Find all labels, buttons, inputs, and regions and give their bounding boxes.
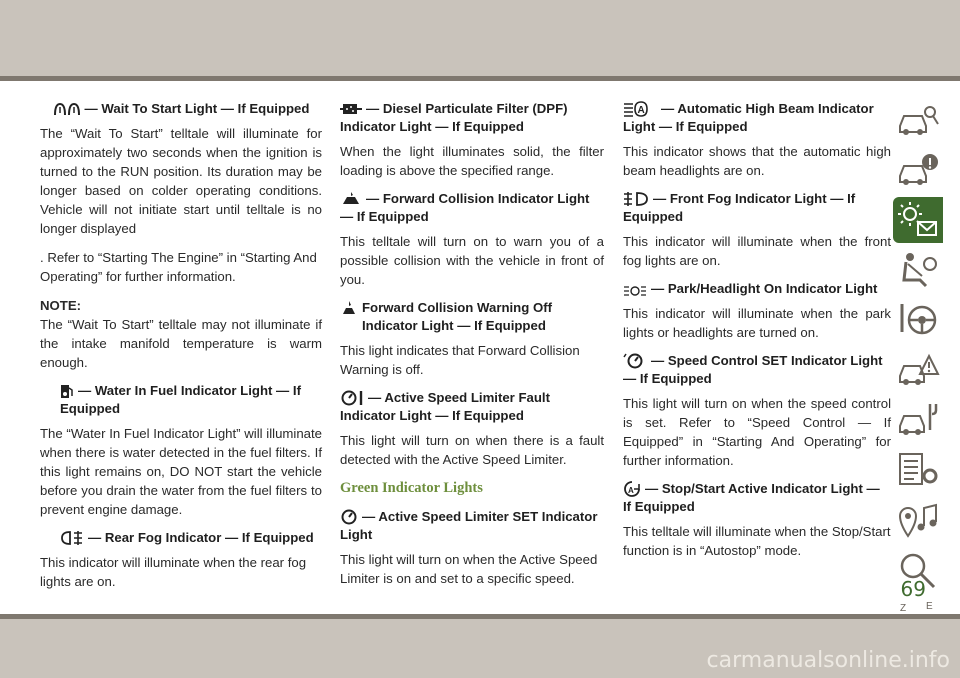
forward-collision-indicator-body: This telltale will turn on to warn you of a possible collision with the vehicle in front of you. bbox=[340, 234, 604, 287]
svg-text:A: A bbox=[637, 105, 645, 116]
tab-hazard[interactable] bbox=[893, 347, 943, 393]
heading-text: Forward Collision Warning Off Indicator Light — If Equipped bbox=[362, 300, 552, 333]
dpf-filter-icon bbox=[340, 101, 362, 117]
auto-high-beam-icon bbox=[623, 101, 657, 117]
tab-seat-airbag[interactable] bbox=[893, 247, 943, 293]
speed-control-set-heading bbox=[623, 352, 891, 388]
tab-warning-lights[interactable] bbox=[893, 197, 943, 243]
front-fog-body: This indicator will illuminate when the front fog lights are on. bbox=[623, 234, 891, 268]
glow-plug-icon bbox=[53, 101, 81, 117]
index-letter: Z bbox=[900, 603, 907, 614]
heading-text: — Forward Collision Indicator Light — If Equipped bbox=[340, 191, 590, 224]
auto-high-beam-body: This indicator shows that the automatic high beam headlights are on. bbox=[623, 144, 891, 178]
heading-text: — Water In Fuel Indicator Light — If Equipped bbox=[60, 383, 301, 416]
heading-text: — Stop/Start Active Indicator Light — If Equipped bbox=[623, 481, 880, 514]
tab-steering-wheel[interactable] bbox=[893, 297, 943, 343]
front-fog-icon bbox=[623, 191, 649, 207]
speed-control-set-body: This light will turn on when the speed control is set. Refer to “Speed Control — If Equipped” in “Starting And Operating” for further information. bbox=[623, 396, 891, 468]
front-fog-heading bbox=[623, 190, 891, 226]
steering-wheel-icon bbox=[896, 300, 940, 340]
stop-start-icon bbox=[623, 481, 641, 497]
heading-text: — Rear Fog Indicator — If Equipped bbox=[88, 530, 314, 545]
water-in-fuel-heading bbox=[40, 382, 322, 418]
forward-collision-indicator-heading bbox=[340, 190, 604, 226]
speed-limiter-fault-icon bbox=[340, 390, 364, 406]
forward-collision-icon bbox=[340, 191, 362, 207]
rear-fog-body: This indicator will illuminate when the rear fog lights are on. bbox=[40, 555, 307, 589]
car-key-icon bbox=[896, 100, 940, 140]
stop-start-active-body: This telltale will illuminate when the Stop/Start function is in “Autostop” mode. bbox=[623, 524, 891, 558]
auto-high-beam-heading bbox=[623, 100, 891, 136]
heading-text: — Park/Headlight On Indicator Light bbox=[651, 281, 878, 296]
header-rule bbox=[0, 76, 960, 81]
dpf-body: When the light illuminates solid, the filter loading is above the specified range. bbox=[340, 144, 604, 178]
rear-fog-heading bbox=[40, 529, 322, 547]
wait-to-start-heading bbox=[40, 100, 322, 118]
heading-text: — Speed Control SET Indicator Light — If Equipped bbox=[623, 353, 883, 386]
wait-to-start-body: The “Wait To Start” telltale will illuminate for approximately two seconds when the ignition is turned to the RUN position. Its duration may be longer based on colder operating conditions. Vehicle will not initiate start until telltale is no longer displayed bbox=[40, 126, 322, 236]
asl-set-body: This light will turn on when the Active Speed Limiter is on and set to a specific speed. bbox=[340, 552, 598, 586]
column-middle bbox=[340, 100, 604, 598]
wait-to-start-refer: . Refer to “Starting The Engine” in “Starting And Operating” for further information. bbox=[40, 250, 317, 284]
car-tools-icon bbox=[896, 400, 940, 440]
car-info-icon bbox=[896, 150, 940, 190]
tab-music-location[interactable] bbox=[893, 497, 943, 543]
index-letter: E bbox=[926, 601, 933, 612]
header-band bbox=[0, 0, 960, 76]
note-label: NOTE: bbox=[40, 298, 82, 313]
fuel-pump-water-icon bbox=[60, 383, 74, 399]
column-right bbox=[623, 100, 891, 570]
stop-start-active-heading bbox=[623, 480, 891, 516]
heading-text: — Front Fog Indicator Light — If Equipped bbox=[623, 191, 856, 224]
heading-text: — Wait To Start Light — If Equipped bbox=[84, 101, 310, 116]
column-left bbox=[40, 100, 322, 601]
heading-text: — Active Speed Limiter Fault Indicator Light — If Equipped bbox=[340, 390, 550, 423]
green-indicator-section-title: Green Indicator Lights bbox=[340, 480, 483, 496]
speed-limiter-set-icon bbox=[340, 509, 358, 525]
tab-car-info[interactable] bbox=[893, 147, 943, 193]
dpf-heading bbox=[340, 100, 604, 136]
park-headlight-body: This indicator will illuminate when the park lights or headlights are turned on. bbox=[623, 306, 891, 340]
music-location-icon bbox=[896, 500, 940, 540]
note-body: The “Wait To Start” telltale may not illuminate if the intake manifold temperature is warm enough. bbox=[40, 317, 322, 370]
forward-collision-off-icon bbox=[340, 300, 358, 316]
forward-collision-warning-off-heading bbox=[340, 299, 604, 335]
water-in-fuel-body: The “Water In Fuel Indicator Light” will illuminate when there is water detected in the fuel filters. If this light remains on, DO NOT start the vehicle before you drain the water from the fuel filters to prevent engine damage. bbox=[40, 426, 322, 517]
forward-collision-warning-off-body: This light indicates that Forward Collision Warning is off. bbox=[340, 343, 580, 377]
watermark-text: carmanualsonline.info bbox=[706, 648, 950, 673]
tab-car-key[interactable] bbox=[893, 97, 943, 143]
page-number: 69 bbox=[900, 577, 926, 601]
svg-text:A: A bbox=[628, 486, 634, 495]
chapter-tabs bbox=[893, 97, 945, 647]
tab-checklist[interactable] bbox=[893, 447, 943, 493]
heading-text: — Automatic High Beam Indicator Light — If Equipped bbox=[623, 101, 874, 134]
asl-fault-body: This light will turn on when there is a fault detected with the Active Speed Limiter. bbox=[340, 433, 604, 467]
heading-text: — Diesel Particulate Filter (DPF) Indicator Light — If Equipped bbox=[340, 101, 568, 134]
checklist-gear-icon bbox=[896, 450, 940, 490]
asl-set-heading bbox=[340, 508, 604, 544]
rear-fog-icon bbox=[60, 530, 84, 546]
speedometer-set-icon bbox=[623, 353, 647, 369]
park-light-icon bbox=[623, 285, 647, 297]
tab-car-tools[interactable] bbox=[893, 397, 943, 443]
asl-fault-heading bbox=[340, 389, 604, 425]
seat-airbag-icon bbox=[896, 250, 940, 290]
hazard-triangle-icon bbox=[896, 350, 940, 390]
park-headlight-heading bbox=[623, 280, 891, 298]
heading-text: — Active Speed Limiter SET Indicator Light bbox=[340, 509, 598, 542]
warning-light-message-icon bbox=[896, 200, 940, 240]
